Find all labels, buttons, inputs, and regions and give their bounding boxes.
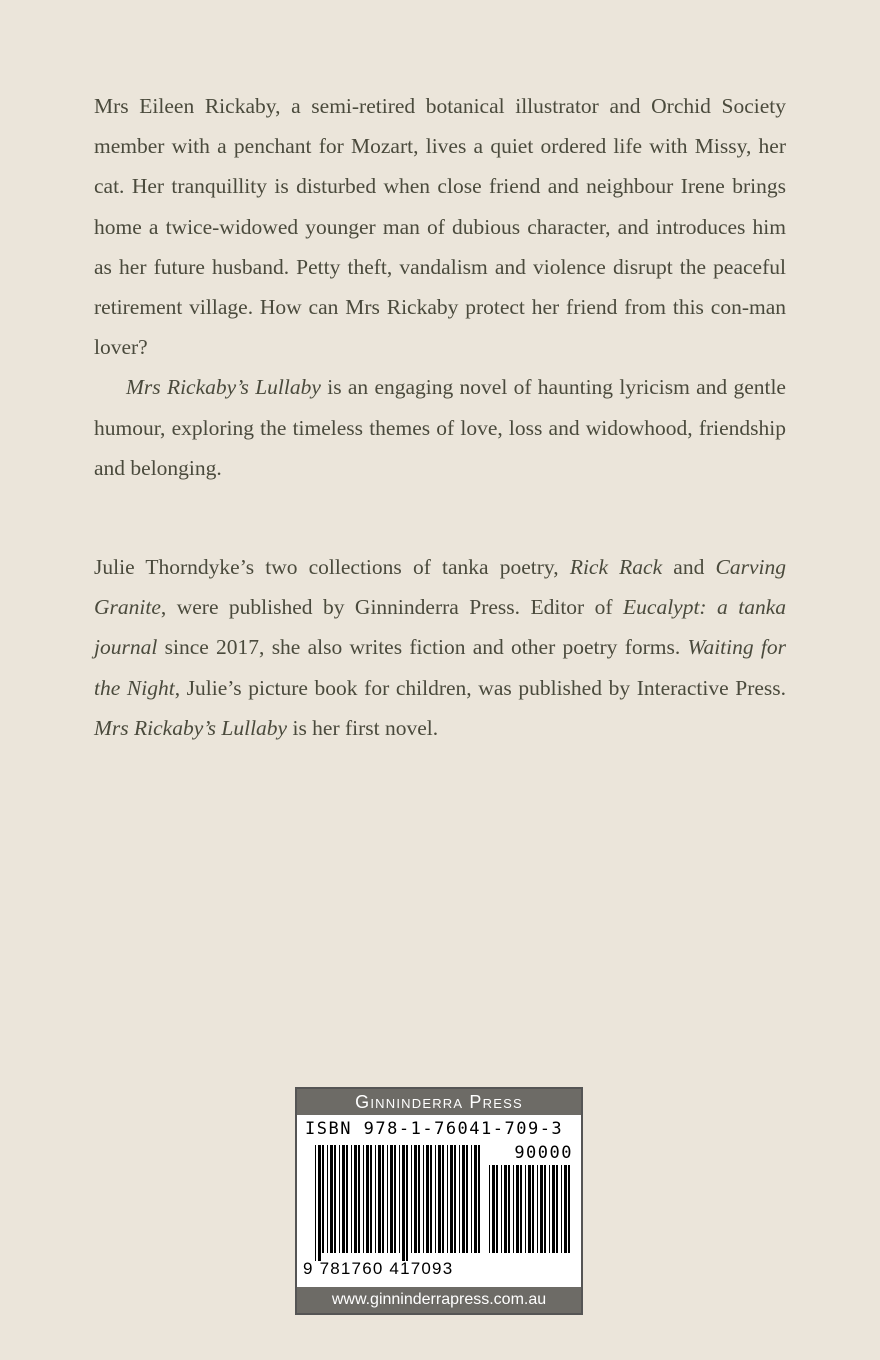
barcode-bar [394,1145,396,1253]
barcode-bar [447,1145,448,1253]
barcode-bar [532,1165,534,1253]
barcode-bar [351,1145,352,1253]
barcode-bar [327,1145,328,1253]
barcode-bar [418,1145,420,1253]
barcode-bar [442,1145,444,1253]
barcode-bar [334,1145,336,1253]
barcode-bar [549,1165,550,1253]
author-bio [94,547,786,748]
blurb-paragraph-2 [94,367,786,488]
barcode-bar [492,1165,495,1253]
barcode-bar [423,1145,424,1253]
barcode-bar [508,1165,510,1253]
bio-text: , Julie’s picture book for children, was published by Interactive Press. [174,675,787,700]
barcode-bar [354,1145,357,1253]
barcode-bar [501,1165,502,1253]
barcode-bar [402,1145,405,1261]
barcode-bar [358,1145,360,1253]
barcode-bar [516,1165,519,1253]
barcode-bar [375,1145,376,1253]
barcode-bar [496,1165,498,1253]
barcode-bar [462,1145,465,1253]
barcode-bar [370,1145,372,1253]
isbn-number: ISBN 978-1-76041-709-3 [305,1119,564,1139]
barcode-bar [454,1145,456,1253]
ean-digits: 9 781760 417093 [303,1259,454,1278]
barcode-bar [513,1165,514,1253]
barcode-bar [387,1145,388,1253]
barcode-bar [520,1165,522,1253]
barcode-bar [537,1165,538,1253]
barcode-bar [478,1145,480,1253]
bio-text: is her first novel. [287,715,439,740]
book-title-italic: Mrs Rickaby’s Lullaby [126,375,321,400]
bio-text: and [662,555,716,579]
blurb-paragraph-2-text: is an engaging novel of haunting lyricism and gentle humour, exploring the timeless themes of love, loss and widowhood, friendship and belonging. [94,375,786,480]
bio-text: , were published by Ginninderra Press. Editor of [160,595,624,620]
barcode-bar [525,1165,526,1253]
bio-title-rick-rack: Rick Rack [569,555,663,579]
barcode-bar [438,1145,441,1253]
barcode-bar [544,1165,546,1253]
barcode-bar [363,1145,364,1253]
publisher-name: Ginninderra Press [297,1089,581,1115]
barcode-bar [330,1145,333,1253]
barcode-bar [411,1145,412,1253]
addon-barcode-bars [489,1165,573,1261]
barcode-bar [459,1145,460,1253]
barcode-bar [399,1145,400,1253]
barcode-bar [426,1145,429,1253]
barcode-bar [430,1145,432,1253]
bio-text: since 2017, she also writes fiction and other poetry forms. [157,635,688,660]
bio-title-eucalypt: Eucalypt: a tanka journal [94,595,786,660]
isbn-barcode-block [295,1087,583,1315]
barcode-bar [390,1145,393,1253]
barcode-bar [406,1145,408,1261]
author-bio-paragraph [94,547,786,748]
bio-text: Julie Thorndyke’s two collections of tanka poetry, [94,555,570,579]
barcode-bar [471,1145,472,1253]
bio-title-waiting: Waiting for the Night [94,635,786,700]
barcode-bar [315,1145,316,1261]
barcode-bar [414,1145,417,1253]
publisher-url: www.ginninderrapress.com.au [297,1287,581,1313]
ean-barcode-bars [315,1145,483,1261]
barcode-bar [489,1165,490,1253]
barcode-bar [528,1165,531,1253]
price-addon-digits: 90000 [514,1143,573,1163]
barcode-bar [346,1145,348,1253]
back-cover-blurb [94,86,786,488]
barcode-bar [466,1145,468,1253]
barcode-bar [568,1165,570,1253]
blurb-paragraph-1: Mrs Eileen Rickaby, a semi-retired botanical illustrator and Orchid Society member with a penchant for Mozart, lives a quiet ordered life with Missy, her cat. Her tranquillity is disturbed when close friend and neighbour Irene brings home a twice-widowed younger man of dubious character, and introduces him as her future husband. Petty theft, vandalism and violence disrupt the peaceful retirement village. How can Mrs Rickaby protect her friend from this con-man lover? [94,94,786,360]
barcode-bar [318,1145,321,1261]
barcode-bar [556,1165,558,1253]
barcode-bar [339,1145,340,1253]
bio-title-novel: Mrs Rickaby’s Lullaby [94,715,288,740]
barcode-bar [540,1165,543,1253]
barcode-bar [564,1165,567,1253]
barcode-bar [561,1165,562,1253]
barcode-bar [322,1145,324,1253]
barcode-bar [378,1145,381,1253]
barcode-bar [504,1165,507,1253]
barcode-bar [450,1145,453,1253]
barcode-bar [552,1165,555,1253]
barcode-bar [435,1145,436,1253]
barcode-bar [342,1145,345,1253]
barcode-bar [382,1145,384,1253]
barcode-bar [474,1145,477,1253]
barcode-bar [366,1145,369,1253]
bio-title-carving-granite: Carving Granite [94,555,786,620]
